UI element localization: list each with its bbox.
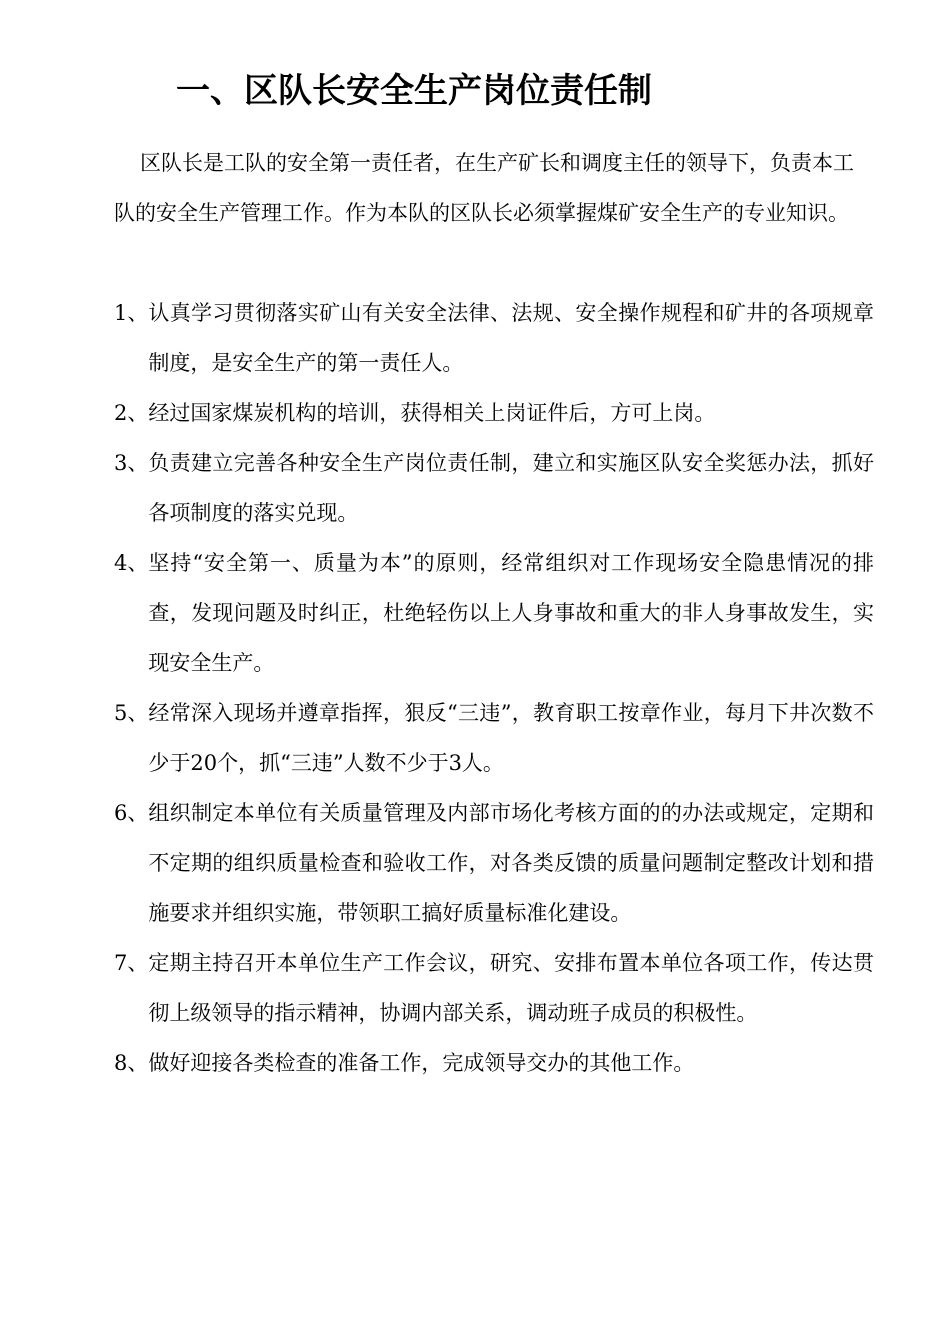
list-item — [114, 1038, 874, 1088]
item-text: 定期主持召开本单位生产工作会议，研究、安排布置本单位各项工作，传达贯彻上级领导的指示精神，协调内部关系，调动班子成员的积极性。 — [148, 951, 874, 1025]
document-title: 一、区队长安全生产岗位责任制 — [176, 71, 652, 111]
list-item — [114, 788, 874, 938]
responsibility-list — [114, 288, 874, 1088]
list-item — [114, 938, 874, 1038]
item-text: 负责建立完善各种安全生产岗位责任制，建立和实施区队安全奖惩办法，抓好各项制度的落实兑现。 — [148, 451, 874, 525]
item-number: 4、 — [114, 551, 149, 575]
item-number: 6、 — [114, 801, 149, 825]
item-text: 经过国家煤炭机构的培训，获得相关上岗证件后，方可上岗。 — [148, 401, 716, 425]
item-number: 8、 — [114, 1051, 149, 1075]
list-item — [114, 388, 874, 438]
item-text: 坚持“安全第一、质量为本”的原则，经常组织对工作现场安全隐患情况的排查，发现问题及时纠正，杜绝轻伤以上人身事故和重大的非人身事故发生，实现安全生产。 — [148, 551, 874, 675]
item-text: 组织制定本单位有关质量管理及内部市场化考核方面的的办法或规定，定期和不定期的组织质量检查和验收工作，对各类反馈的质量问题制定整改计划和措施要求并组织实施，带领职工搞好质量标准化建设。 — [148, 801, 874, 925]
item-number: 3、 — [114, 451, 149, 475]
list-item — [114, 438, 874, 538]
item-text: 认真学习贯彻落实矿山有关安全法律、法规、安全操作规程和矿井的各项规章制度，是安全生产的第一责任人。 — [148, 301, 874, 375]
list-item — [114, 288, 874, 388]
intro-paragraph: 区队长是工队的安全第一责任者，在生产矿长和调度主任的领导下，负责本工队的安全生产管理工作。作为本队的区队长必须掌握煤矿安全生产的专业知识。 — [114, 151, 854, 225]
list-item — [114, 538, 874, 688]
item-number: 7、 — [114, 951, 149, 975]
item-number: 5、 — [114, 701, 149, 725]
item-text: 做好迎接各类检查的准备工作，完成领导交办的其他工作。 — [148, 1051, 695, 1075]
item-number: 1、 — [114, 301, 149, 325]
list-item — [114, 688, 874, 788]
item-text: 经常深入现场并遵章指挥，狠反“三违”，教育职工按章作业，每月下井次数不少于20个，抓“三违”人数不少于3人。 — [148, 701, 874, 775]
item-number: 2、 — [114, 401, 149, 425]
